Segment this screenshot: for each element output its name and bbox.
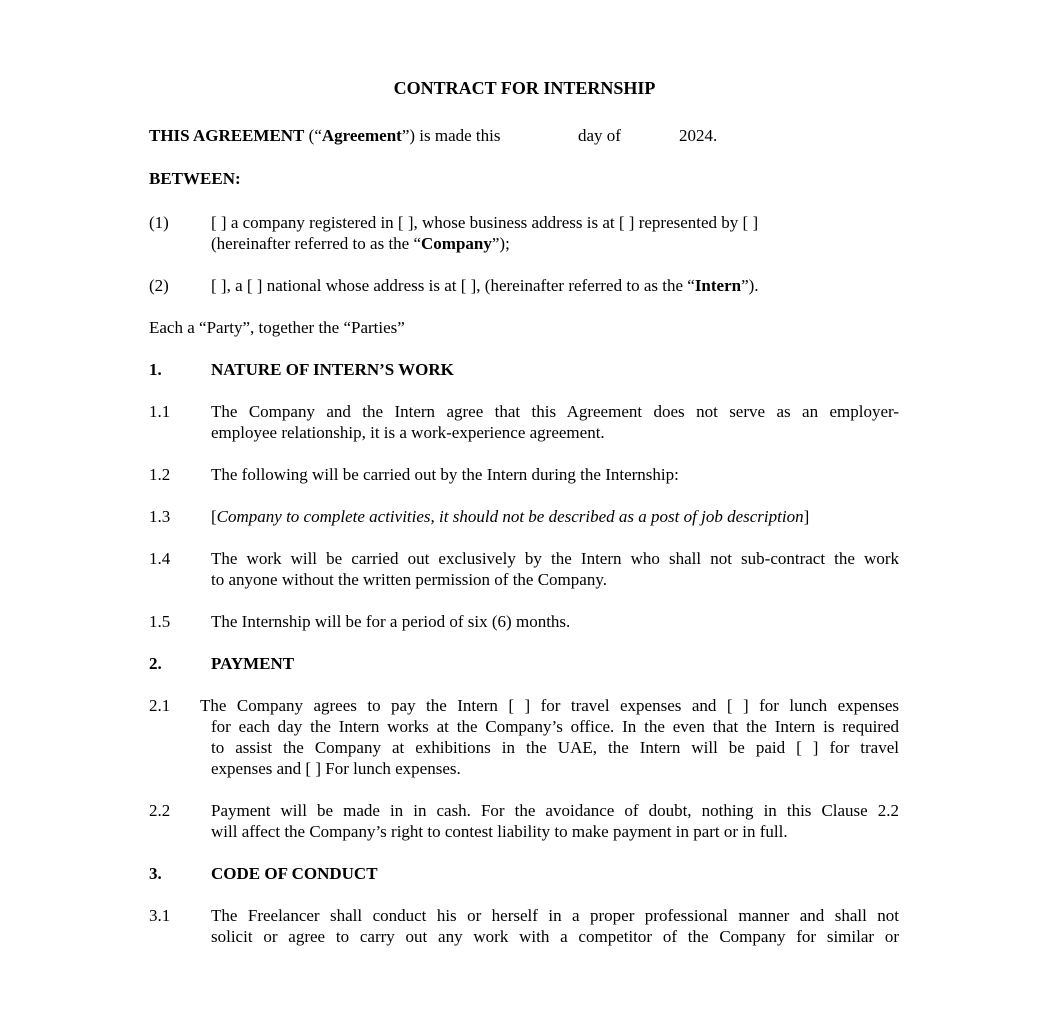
between-heading: BETWEEN:	[149, 169, 241, 188]
clause-line: The Company and the Intern agree that this Agreement does not serve as an employer-	[211, 402, 899, 421]
clause-number: 1.5	[149, 612, 171, 631]
party-intern-pre: [ ], a [ ] national whose address is at [ ], (hereinafter referred to as the “	[211, 276, 695, 295]
clause-line: employee relationship, it is a work-experience agreement.	[211, 423, 605, 442]
clause-text: The Internship will be for a period of six (6) months.	[211, 612, 571, 631]
clause-text	[211, 401, 899, 443]
intro-term: Agreement	[321, 126, 402, 145]
clause-text	[211, 506, 899, 527]
clause-number: 3.1	[149, 906, 171, 925]
clause-number: 1.4	[149, 549, 171, 568]
intro-day-of: day of	[578, 126, 621, 145]
clause-line: The Company agrees to pay the Intern [ ] for travel expenses and [ ] for lunch expenses	[200, 696, 899, 715]
section-heading: PAYMENT	[211, 654, 295, 673]
clause-number: 1.3	[149, 507, 171, 526]
clause-text	[211, 905, 899, 947]
clause-number: 1.1	[149, 402, 171, 421]
bracket-close: ]	[803, 507, 810, 526]
party-company-line2	[211, 233, 899, 254]
section-heading: CODE OF CONDUCT	[211, 864, 378, 883]
section-number: 2.	[149, 654, 162, 673]
party-company	[211, 212, 899, 254]
clause-line: Payment will be made in in cash. For the avoidance of doubt, nothing in this Clause 2.2	[211, 801, 899, 820]
clause-line: solicit or agree to carry out any work with a competitor of the Company for similar or	[211, 927, 899, 946]
party-intern-term: Intern	[694, 276, 742, 295]
party-intern	[211, 275, 899, 296]
clause-number: 2.1	[149, 696, 171, 715]
intro-lead: THIS AGREEMENT	[149, 126, 305, 145]
clause-number: 2.2	[149, 801, 171, 820]
intro-paren-close: ”) is made this	[401, 126, 501, 145]
party-company-pre: (hereinafter referred to as the “	[211, 234, 422, 253]
clause-number: 1.2	[149, 465, 171, 484]
section-number: 1.	[149, 360, 162, 379]
bracket-open: [	[211, 507, 217, 526]
clause-italic-text: Company to complete activities, it should not be described as a post of job description	[216, 507, 804, 526]
each-party-text: Each a “Party”, together the “Parties”	[149, 318, 405, 337]
clause-text: The following will be carried out by the Intern during the Internship:	[211, 465, 679, 484]
party-company-post: ”);	[491, 234, 510, 253]
document-title: CONTRACT FOR INTERNSHIP	[393, 78, 656, 98]
section-number: 3.	[149, 864, 162, 883]
party-intern-post: ”).	[741, 276, 759, 295]
party-company-term: Company	[421, 234, 492, 253]
clause-line: for each day the Intern works at the Company’s office. In the even that the Intern is required	[211, 717, 899, 736]
party-company-line1: [ ] a company registered in [ ], whose business address is at [ ] represented by [ ]	[211, 213, 759, 232]
agreement-intro	[149, 125, 500, 146]
clause-line: The work will be carried out exclusively by the Intern who shall not sub-contract the work	[211, 549, 899, 568]
section-heading: NATURE OF INTERN’S WORK	[211, 360, 454, 379]
party-number: (2)	[149, 276, 169, 295]
clause-line: will affect the Company’s right to contest liability to make payment in part or in full.	[211, 822, 788, 841]
clause-text	[200, 695, 899, 779]
clause-text	[211, 800, 899, 842]
clause-line: The Freelancer shall conduct his or herself in a proper professional manner and shall not	[211, 906, 899, 925]
clause-line: to assist the Company at exhibitions in the UAE, the Intern will be paid [ ] for travel	[211, 738, 899, 757]
clause-line: to anyone without the written permission of the Company.	[211, 570, 607, 589]
clause-line: expenses and [ ] For lunch expenses.	[211, 759, 461, 778]
clause-text	[211, 548, 899, 590]
party-number: (1)	[149, 213, 169, 232]
intro-year: 2024.	[679, 126, 718, 145]
intro-paren-open: (“	[304, 126, 322, 145]
